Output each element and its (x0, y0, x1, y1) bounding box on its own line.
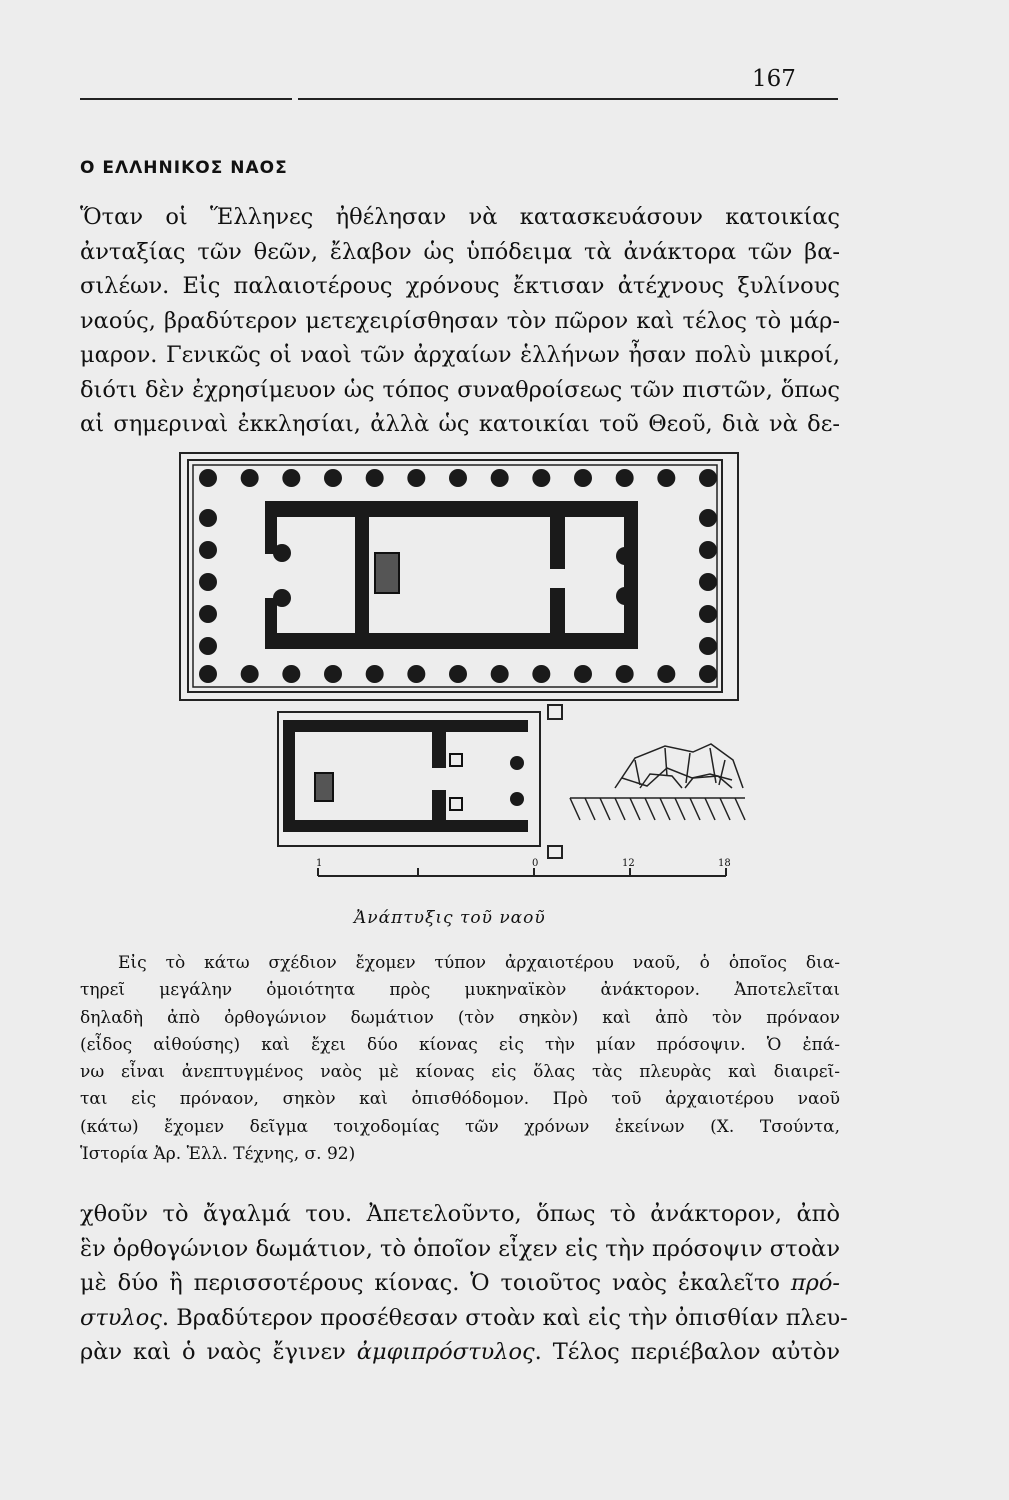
column-dot (366, 665, 384, 683)
column-dot (616, 665, 634, 683)
text-line: διότι δὲν ἐχρησίμευον ὡς τόπος συναθροίσεως τῶν πιστῶν, ὅπως (80, 376, 840, 403)
closing-paragraph (80, 1197, 848, 1370)
column-dot (699, 665, 717, 683)
scale-bar (318, 868, 726, 876)
column-dot (699, 541, 717, 559)
temple-plan-figure (170, 448, 750, 888)
text-line (80, 1301, 848, 1336)
column-dot (366, 469, 384, 487)
text-run: . Βραδύτερον προσέθεσαν στοὰν καὶ εἰς τὴν ὀπισθίαν πλευ- (161, 1304, 848, 1331)
scale-label: 1 (316, 858, 323, 869)
text-line: μαρον. Γενικῶς οἱ ναοὶ τῶν ἀρχαίων ἑλλήνων ἦσαν πολὺ μικροί, (80, 342, 840, 368)
figure-caption (80, 950, 840, 1168)
column-dot (574, 469, 592, 487)
scale-label: 0 (532, 858, 539, 869)
statue-base (375, 553, 399, 593)
figure-title: Ἀνάπτυξις τοῦ ναοῦ (354, 908, 546, 928)
text-line (80, 1335, 840, 1370)
caption-line: Ἱστορία Ἀρ. Ἑλλ. Τέχνης, σ. 92) (80, 1144, 356, 1165)
text-line: ἓν ὀρθογώνιον δωμάτιον, τὸ ὁποῖον εἶχεν εἰς τὴν πρόσοψιν στοὰν (80, 1235, 840, 1262)
peripteral-temple-plan (180, 453, 738, 700)
older-temple-plan (278, 705, 562, 858)
text-run: μὲ δύο ἢ περισσοτέρους κίονας. Ὁ τοιοῦτος ναὸς ἐκαλεῖτο (80, 1270, 791, 1296)
text-line: χθοῦν τὸ ἄγαλμά του. Ἀπετελοῦντο, ὅπως τὸ ἀνάκτορον, ἀπὸ (80, 1201, 840, 1227)
column-dot (532, 469, 550, 487)
column-dot (199, 509, 217, 527)
column-dot (532, 665, 550, 683)
text-line: Ὅταν οἱ Ἕλληνες ἠθέλησαν νὰ κατασκευάσουν κατοικίας (80, 204, 840, 230)
text-line (80, 1266, 840, 1301)
page-number: 167 (752, 66, 796, 92)
column-dot (199, 469, 217, 487)
column-dot (699, 637, 717, 655)
column-dot (699, 469, 717, 487)
column-dot (407, 665, 425, 683)
column-dot (449, 665, 467, 683)
column-dot (282, 469, 300, 487)
header-rule-right (298, 98, 838, 100)
caption-line: (εἶδος αἰθούσης) καὶ ἔχει δύο κίονας εἰς τὴν μίαν πρόσοψιν. Ὁ ἐπά- (80, 1034, 840, 1055)
column-dot (324, 469, 342, 487)
text-line: σιλέων. Εἰς παλαιοτέρους χρόνους ἔκτισαν ἀτέχνους ξυλίνους (80, 273, 840, 299)
text-line: αἱ σημεριναὶ ἐκκλησίαι, ἀλλὰ ὡς κατοικίαι τοῦ Θεοῦ, διὰ νὰ δε- (80, 411, 840, 437)
column-dot (324, 665, 342, 683)
column-dot (657, 665, 675, 683)
statue-base (315, 773, 333, 801)
italic-term: ἀμφιπρόστυλος (356, 1339, 535, 1365)
scale-label: 12 (622, 858, 635, 869)
column-dot (699, 573, 717, 591)
text-run: . Τέλος περιέβαλον αὐτὸν (534, 1339, 840, 1365)
column-dot (699, 509, 717, 527)
column-dot (199, 573, 217, 591)
scale-label: 18 (718, 858, 731, 869)
caption-line: (κάτω) ἔχομεν δεῖγμα τοιχοδομίας τῶν χρόνων ἐκείνων (Χ. Τσούντα, (80, 1116, 840, 1137)
column-dot (199, 665, 217, 683)
column-dot (491, 469, 509, 487)
column-dot (574, 665, 592, 683)
caption-line: δηλαδὴ ἀπὸ ὀρθογώνιον δωμάτιον (τὸν σηκὸν) καὶ ἀπὸ τὸν πρόναον (80, 1007, 840, 1028)
cella-walls (265, 501, 638, 649)
italic-term: πρό- (790, 1270, 840, 1296)
text-run: ρὰν καὶ ὁ ναὸς ἔγινεν (80, 1339, 357, 1365)
header-rule-left (80, 98, 292, 100)
masonry-sample-drawing (570, 744, 745, 820)
text-line: ἀνταξίας τῶν θεῶν, ἔλαβον ὡς ὑπόδειμα τὰ ἀνάκτορα τῶν βα- (80, 238, 840, 265)
italic-term: στυλος (80, 1304, 162, 1331)
column-dot (657, 469, 675, 487)
column-dot (616, 469, 634, 487)
column-dot (199, 637, 217, 655)
text-line: ναούς, βραδύτερον μετεχειρίσθησαν τὸν πῶρον καὶ τέλος τὸ μάρ- (80, 307, 840, 334)
caption-line: ται εἰς πρόναον, σηκὸν καὶ ὀπισθόδομον. Πρὸ τοῦ ἀρχαιοτέρου ναοῦ (80, 1089, 840, 1110)
caption-line: Εἰς τὸ κάτω σχέδιον ἔχομεν τύπον ἀρχαιοτέρου ναοῦ, ὁ ὁποῖος δια- (118, 953, 840, 973)
column-dot (491, 665, 509, 683)
column-dot (449, 469, 467, 487)
column-dot (241, 469, 259, 487)
column-dot (407, 469, 425, 487)
column-dot (199, 541, 217, 559)
column-dot (241, 665, 259, 683)
column-dot (199, 605, 217, 623)
section-heading: Ο ΕΛΛΗΝΙΚΟΣ ΝΑΟΣ (80, 158, 288, 178)
caption-line: νω εἶναι ἀνεπτυγμένος ναὸς μὲ κίονας εἰς ὅλας τὰς πλευρὰς καὶ διαιρεῖ- (80, 1062, 840, 1083)
caption-line: τηρεῖ μεγάλην ὁμοιότητα πρὸς μυκηναϊκὸν ἀνάκτορον. Ἀποτελεῖται (80, 980, 840, 1001)
intro-paragraph (80, 200, 840, 442)
column-dot (282, 665, 300, 683)
column-dot (699, 605, 717, 623)
